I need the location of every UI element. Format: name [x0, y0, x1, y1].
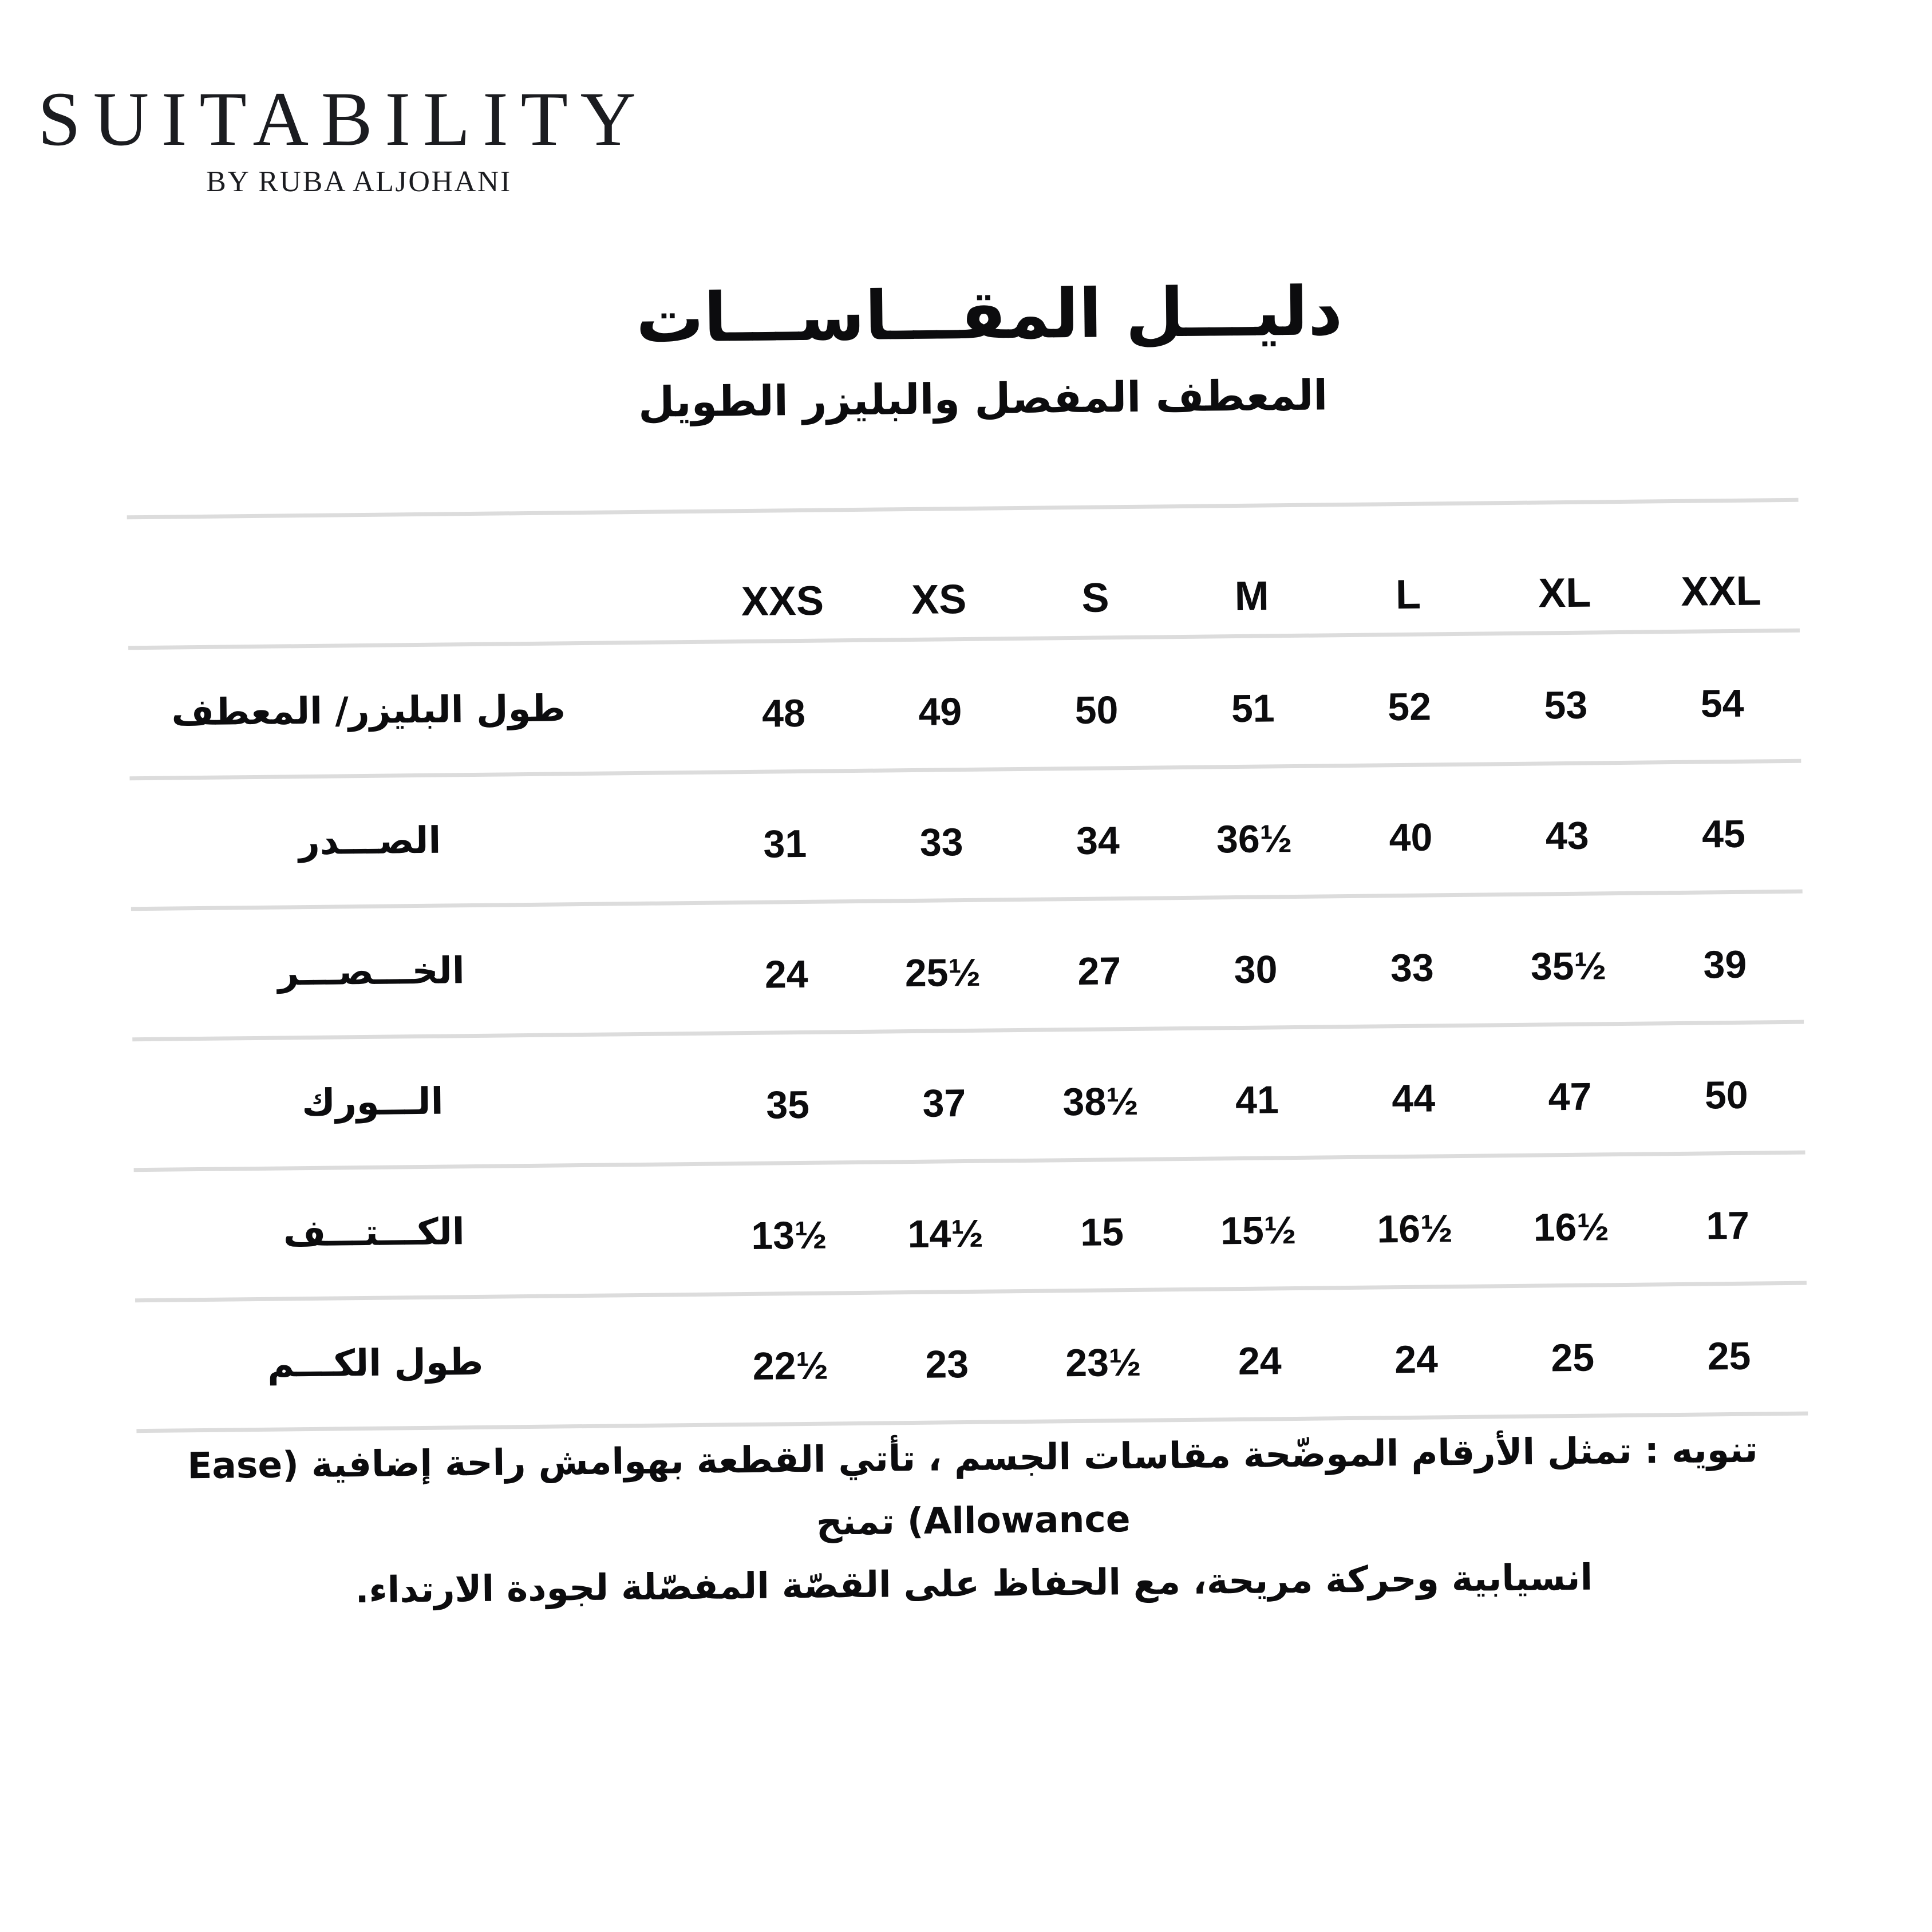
cell-value: 24 — [1238, 1338, 1282, 1383]
cell-value: 44 — [1392, 1076, 1436, 1120]
size-column-header-xl: XL — [1538, 570, 1591, 617]
cell-value: 16½ — [1377, 1206, 1453, 1251]
cell-value: 52 — [1387, 684, 1432, 729]
size-table-corner-cell — [127, 513, 705, 646]
page-subtitle: المعطف المفصل والبليزر الطويل — [638, 370, 1328, 427]
cell-value: 22½ — [752, 1344, 829, 1388]
size-column-header-l: L — [1395, 571, 1421, 618]
cell-value: 50 — [1074, 688, 1119, 732]
size-column-header-s: S — [1081, 575, 1109, 621]
cell-value: 35½ — [1530, 943, 1607, 989]
cell-value: 33 — [1390, 945, 1435, 990]
table-row-shoulder — [134, 1151, 1807, 1299]
row-label: الكـــتـــف — [283, 1210, 465, 1255]
note-line-1: تنويه : تمثل الأرقام الموضّحة مقاسات الجسم ، تأتي القطعة بهوامش راحة إضافية (Ease Allowance) تمنح — [187, 1428, 1759, 1543]
ease-allowance-note — [137, 1418, 1810, 1625]
size-table-header-row — [127, 498, 1800, 646]
brand-byline: BY RUBA ALJOHANI — [206, 165, 512, 198]
cell-value: 39 — [1703, 942, 1747, 987]
row-label: الخـــصـــر — [278, 949, 465, 994]
cell-value: 27 — [1077, 949, 1121, 993]
size-column-header-m: M — [1234, 573, 1270, 620]
table-row-chest — [129, 759, 1802, 907]
cell-value: 48 — [761, 691, 806, 736]
cell-value: 34 — [1076, 818, 1120, 863]
cell-value: 50 — [1704, 1073, 1748, 1117]
cell-value: 15½ — [1220, 1208, 1297, 1253]
cell-value: 35 — [765, 1082, 810, 1127]
cell-value: 13½ — [750, 1213, 828, 1258]
size-column-header-xxs: XXS — [741, 578, 824, 625]
cell-value: 23 — [924, 1342, 969, 1386]
cell-value: 38½ — [1062, 1079, 1139, 1124]
row-label: طول البليزر/ المعطف — [171, 687, 566, 734]
cell-value: 40 — [1389, 815, 1433, 859]
table-row-sleeve-length — [135, 1281, 1808, 1429]
table-row-blazer-length — [128, 629, 1801, 777]
cell-value: 54 — [1700, 681, 1744, 726]
cell-value: 25 — [1707, 1334, 1751, 1378]
cell-value: 25½ — [904, 950, 981, 995]
cell-value: 37 — [922, 1081, 966, 1125]
cell-value: 43 — [1545, 813, 1589, 858]
brand-name: SUITABILITY — [38, 77, 649, 162]
cell-value: 17 — [1705, 1203, 1750, 1247]
cell-value: 25 — [1551, 1336, 1595, 1380]
cell-value: 23½ — [1065, 1340, 1142, 1385]
size-column-header-xs: XS — [911, 576, 967, 623]
size-table — [127, 498, 1808, 1433]
row-label: طول الكـــم — [267, 1341, 484, 1386]
note-line-2: انسيابية وحركة مريحة، مع الحفاظ على القصّة المفصّلة لجودة الارتداء. — [355, 1556, 1593, 1611]
cell-value: 45 — [1701, 812, 1746, 856]
cell-value: 51 — [1231, 686, 1275, 730]
table-row-hip — [132, 1020, 1805, 1168]
cell-value: 41 — [1235, 1077, 1279, 1122]
cell-value: 31 — [763, 821, 807, 866]
cell-value: 30 — [1234, 947, 1278, 991]
cell-value: 49 — [918, 689, 962, 734]
page-title: دليـــل المقـــاســـات — [635, 271, 1343, 358]
row-label: الصـــدر — [298, 819, 441, 863]
cell-value: 16½ — [1533, 1204, 1610, 1250]
cell-value: 53 — [1544, 683, 1588, 727]
table-row-waist — [131, 890, 1804, 1038]
row-label: الـــورك — [301, 1080, 444, 1124]
cell-value: 24 — [1394, 1337, 1439, 1381]
cell-value: 15 — [1080, 1210, 1124, 1254]
cell-value: 47 — [1548, 1074, 1592, 1119]
cell-value: 36½ — [1216, 816, 1293, 861]
cell-value: 33 — [919, 820, 963, 864]
cell-value: 24 — [764, 952, 808, 997]
size-column-header-xxl: XXL — [1681, 568, 1761, 615]
cell-value: 14½ — [907, 1211, 984, 1256]
